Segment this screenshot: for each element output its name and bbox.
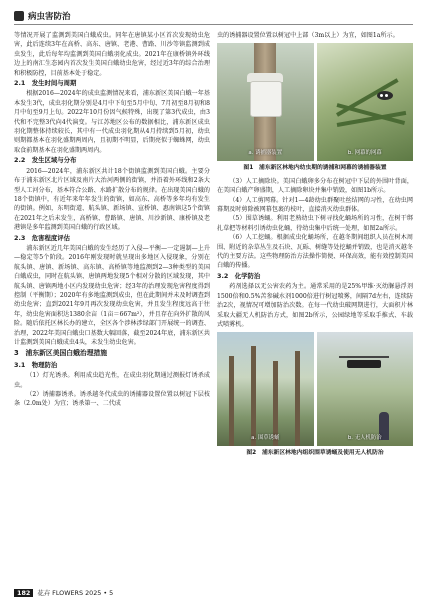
chapter-heading: 3 浦东新区美国白蛾治理措施 — [14, 349, 108, 358]
drone-photo — [317, 332, 414, 446]
tree-icon — [251, 346, 256, 446]
figure-caption: 图2 浦东新区林地内组织围草诱蛹及使用无人机防治 — [246, 450, 384, 457]
right-column — [217, 31, 413, 462]
section-heading: 2.3 危害程度评估 — [14, 233, 71, 242]
section-marker-icon — [14, 11, 24, 21]
section-heading: 3.1 物理防治 — [14, 360, 58, 369]
section-header — [14, 10, 71, 22]
photo-label: b. 无人机防治 — [347, 434, 382, 441]
straw-trap-photo — [217, 332, 314, 446]
left-column — [14, 31, 210, 409]
paragraph: 药剂选择以无公害农药为主。通常采用的是25%甲维·灭幼脲悬浮剂1500倍和0.5%苦参碱水剂1000倍进行树冠喷雾，间隔7d左右，连续防治2次，视情况可增加防治次数。在每一代幼虫破网期进行，大面积片林采取大疆无人机防治方式，如图2b所示，公园绿地等采取手推式、车载式喷雾机。 — [217, 283, 413, 328]
page-number: 182 — [14, 589, 33, 597]
paragraph: （3）人工摘除块。美国白蛾卵多分布在树冠中下层的外围叶背面，在美国白蛾产卵盛期，人工摘除卵块并集中销毁，如图1b所示。 — [217, 177, 413, 195]
paragraph: （6）人工挖蛹。根据成虫化蛹场所，在越冬期间组织人员在树木周围、附近的杂草丛生及石块、瓦砾、树缝等处挖蛹并销毁，也是消灭越冬代的主要方法。这些物理防治方法操作简便、环保高效，能有效控制美国白蛾的传播。 — [217, 234, 413, 270]
paragraph: 等情况开展了监测到美国白蛾成虫。同年在唐镇某小区首次发现幼虫危害，此后连续3年在高桥、高东、唐镇、老港、曹路、川沙等镇监测到成虫发生，此后每年均监测到美国白蛾羽化成虫。2021年在康桥镇外环线边上的南汇生态园内首次发生美国白蛾幼虫危害，经过近3年的综合治理和积极防控，目前基本处于稳定。 — [14, 32, 210, 77]
section-heading: 2.2 发生区域与分布 — [14, 156, 77, 165]
paragraph: 2016—2024年，浦东新区共计18个街镇监测到美国白蛾。主要分布于浦东新区北片区域及南片大治河两侧的街镇，并沿着外环线和2条大型人工河分布，基本符合公路、水路扩散分布的规律。在出现美国白蛾的18个街镇中，有近年来年年发生的街镇，如高东、高桥等多年均有发生的街镇。例如，东明街道、航头镇、新场镇、宣桥镇、惠南镇这5个街镇在2021年之后未发生，高桥镇、曹路镇、唐镇、川沙新镇、康桥镇及老港镇是多年监测到美国白蛾的行政区域。 — [14, 167, 210, 232]
paragraph: （1）灯光诱杀。利用成虫趋光性，在成虫羽化期通过测报灯诱杀成虫。 — [14, 372, 210, 389]
trap-device — [250, 81, 282, 117]
drone-icon — [347, 360, 381, 368]
web-nest-photo — [317, 43, 414, 161]
page-footer — [14, 588, 113, 597]
paragraph: 根据2016—2024年的成虫监测情况来看，浦东新区美国白蛾一年基本发生3代，成虫羽化期分别是4月中下旬至5月中旬、7月初至8月初和8月中旬至9月上旬。2022年10月份因气候特殊，出现了第3代成虫，由3代和不完整3代向4代演变。与江苏地区公布的数据相比，浦东新区成虫羽化期整体持续较长，其中有一代成虫羽化期从4月持续到5月初，幼虫则期都基本在羽化盛期两周内，且初期不明显，后期亮似于蜘蛛网，幼虫取食前期基本在羽化盛期两周内。 — [14, 90, 210, 154]
paragraph: （2）诱捕器诱杀。诱杀越冬代成虫的诱捕器设置位置以树冠下层枝条（2.0m处）为宜；诱杀第一、二代成 — [14, 391, 210, 408]
section-title: 病虫害防治 — [28, 12, 71, 22]
paragraph: （4）人工剪网幕。针对1—4龄幼虫群聚吐丝结网的习性，在幼虫网幕期及时剪除被网幕包裹的枝叶，直接消灭幼虫群体。 — [217, 196, 413, 214]
paragraph: 虫的诱捕器设置位置以树冠中上部（3m以上）为宜，如图1a所示。 — [217, 32, 399, 39]
photo-label: b. 网幕的网幕 — [347, 150, 382, 156]
figure-2 — [217, 332, 413, 458]
tree-icon — [295, 351, 300, 446]
photo-label: a. 诱捕器装置 — [248, 150, 283, 156]
photo-label: a. 围草诱蛹 — [251, 434, 280, 441]
tree-icon — [229, 356, 234, 446]
section-heading: 2.1 发生时间与周期 — [14, 79, 77, 88]
paragraph: 浦东新区近几年美国白蛾的发生经历了入侵—平衡—一定遏制—上升—稳定等5个阶段。2016年刚发现时就呈现出多地区入侵现象，分别在航头镇、唐镇、新场镇、高东镇、高桥镇等地监测到2—3种类型的美国白蛾成虫，同时在航头镇、唐镇两地发现5个相对分散的区域发现，其中航头镇、唐镇两地小区内发现幼虫危害；经3年的治理发现危害程度得到控制（平衡期）；2020年有多地监测到成虫，但在此期间并未及时调查到幼虫危害；直到2021年9月再次发现幼虫危害，并且发生程度远高于往年，幼虫危害面积达1380余亩（1亩＝667m²），并且存在向外扩散的风险。随后依托区林长办的建立，全区各个涉林涉绿部门开展统一的调查、治理，2022年美国白蛾虫口基数大幅回落，截至2024年底，浦东新区共计监测到美国白蛾成虫4头，未发生幼虫危害。 — [14, 244, 210, 346]
header-divider — [14, 24, 413, 25]
trap-photo — [217, 43, 314, 161]
section-heading: 3.2 化学防治 — [217, 271, 261, 280]
journal-name: 花卉 FLOWERS 2025 • 5 — [37, 589, 114, 597]
figure-1 — [217, 43, 413, 173]
paragraph: （5）围草诱蛹。利用老熟幼虫下树寻找化蛹场所的习性，在树干绑扎草把等材料引诱幼虫化蛹，待幼虫集中后统一处理，如图2a所示。 — [217, 215, 413, 232]
figure-caption: 图1 浦东新区林地内幼虫期的诱捕和网幕的诱捕器装置 — [243, 165, 387, 172]
moth-icon — [377, 91, 393, 100]
